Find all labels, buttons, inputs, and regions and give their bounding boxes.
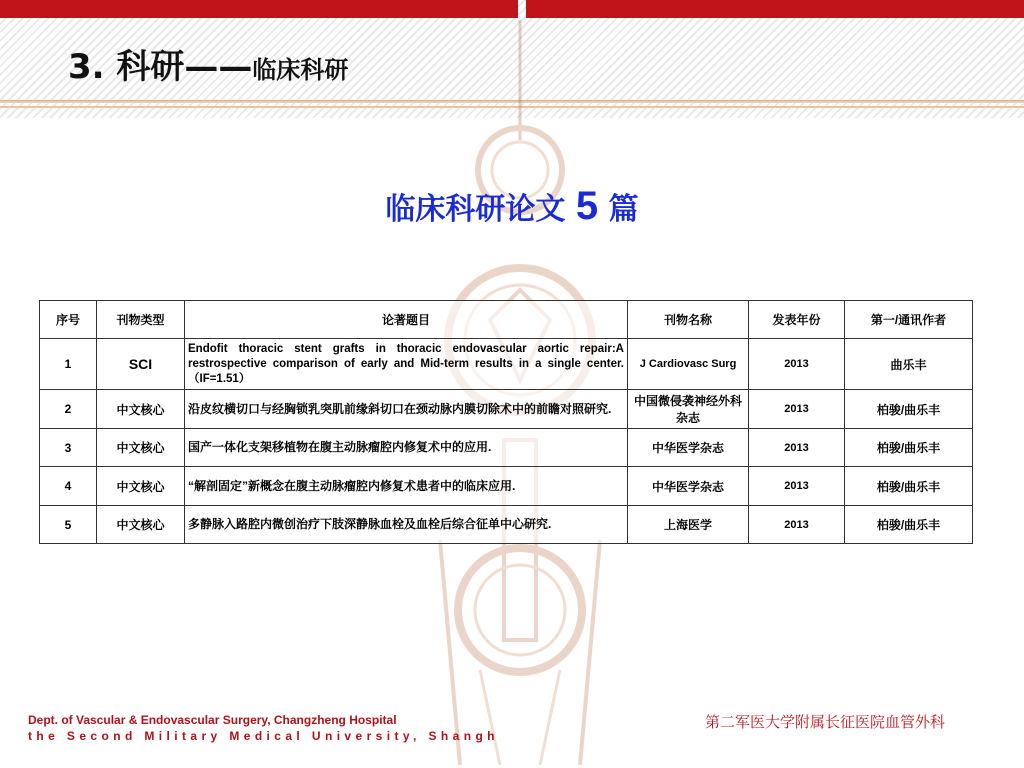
cell-serial: 5 [40,506,97,544]
cell-journal-type: 中文核心 [97,429,185,467]
slide-title-number: 3. 科研 [68,47,185,87]
cell-year: 2013 [749,339,845,390]
table-row [40,339,973,390]
slide-title-sub: 临床科研 [252,56,349,84]
table-row [40,390,973,429]
cell-year: 2013 [749,390,845,429]
subtitle-suffix: 篇 [608,192,639,227]
cell-year: 2013 [749,429,845,467]
cell-paper-title: 沿皮纹横切口与经胸锁乳突肌前缘斜切口在颈动脉内膜切除术中的前瞻对照研究. [185,390,628,429]
publication-table [39,300,973,544]
cell-journal-name: 中国微侵袭神经外科杂志 [628,390,749,429]
header-journal-name: 刊物名称 [628,301,749,339]
cell-journal-type: 中文核心 [97,506,185,544]
cell-serial: 4 [40,467,97,506]
header-author: 第一/通讯作者 [845,301,973,339]
cell-author: 柏骏/曲乐丰 [845,390,973,429]
cell-year: 2013 [749,467,845,506]
cell-author: 柏骏/曲乐丰 [845,429,973,467]
cell-author: 曲乐丰 [845,339,973,390]
cell-paper-title: 多静脉入路腔内微创治疗下肢深静脉血栓及血栓后综合征单中心研究. [185,506,628,544]
cell-journal-name: 中华医学杂志 [628,429,749,467]
subtitle-count: 5 [575,184,599,228]
cell-serial: 3 [40,429,97,467]
cell-paper-title: Endofit thoracic stent grafts in thoracic endovascular aortic repair:A restrospective comparison of early and Mid-term results in a single center.（IF=1.51） [185,339,628,390]
header-paper-title: 论著题目 [185,301,628,339]
cell-journal-name: 上海医学 [628,506,749,544]
subtitle-prefix: 临床科研论文 [385,192,566,227]
footer-department-cn: 第二军医大学附属长征医院血管外科 [705,713,946,731]
header-red-strip-left [0,0,518,18]
cell-journal-type: SCI [97,339,185,390]
table-header-row [40,301,973,339]
cell-journal-type: 中文核心 [97,467,185,506]
cell-serial: 2 [40,390,97,429]
cell-year: 2013 [749,506,845,544]
header-serial: 序号 [40,301,97,339]
slide-title [68,44,348,90]
cell-journal-name: J Cardiovasc Surg [628,339,749,390]
table-row [40,429,973,467]
cell-author: 柏骏/曲乐丰 [845,467,973,506]
cell-journal-name: 中华医学杂志 [628,467,749,506]
cell-journal-type: 中文核心 [97,390,185,429]
footer-line-1: Dept. of Vascular & Endovascular Surgery, Changzheng Hospital [28,713,397,727]
table-row [40,467,973,506]
slide-title-dash: —— [184,47,253,87]
cell-author: 柏骏/曲乐丰 [845,506,973,544]
cell-serial: 1 [40,339,97,390]
footer-line-2: the Second Military Medical University, Shangh [28,729,499,743]
cell-paper-title: 国产一体化支架移植物在腹主动脉瘤腔内修复术中的应用. [185,429,628,467]
footer-department-en [28,712,499,744]
header-year: 发表年份 [749,301,845,339]
header-journal-type: 刊物类型 [97,301,185,339]
section-subtitle [300,176,724,236]
table-row [40,506,973,544]
cell-paper-title: “解剖固定”新概念在腹主动脉瘤腔内修复术患者中的临床应用. [185,467,628,506]
header-red-strip-right [526,0,1024,18]
